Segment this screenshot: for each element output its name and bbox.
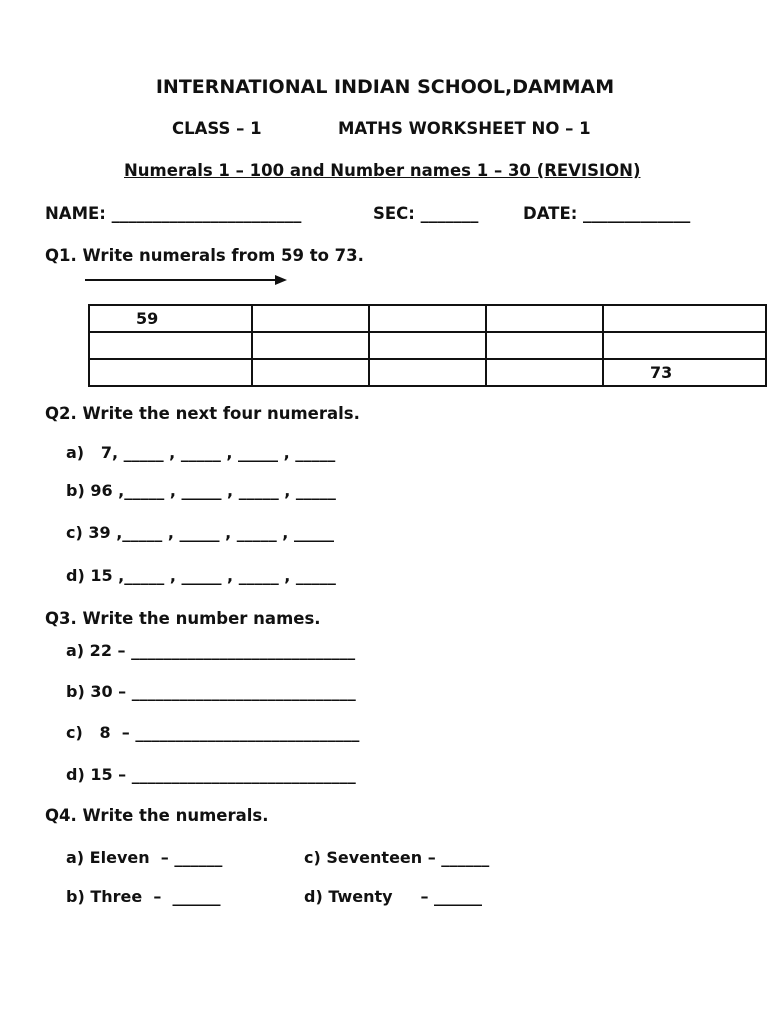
grid-cell	[369, 305, 486, 332]
q2-item-b: b) 96 ,_____ , _____ , _____ , _____	[66, 481, 336, 500]
q3-item-d: d) 15 – ____________________________	[66, 765, 356, 784]
school-title: INTERNATIONAL INDIAN SCHOOL,DAMMAM	[155, 76, 615, 98]
q2-question: Q2. Write the next four numerals.	[45, 404, 360, 423]
grid-cell: 73	[603, 359, 766, 386]
q4-item-a: a) Eleven – ______	[66, 848, 223, 867]
q3-item-b: b) 30 – ____________________________	[66, 682, 356, 701]
grid-cell	[252, 305, 369, 332]
grid-cell	[252, 359, 369, 386]
direction-arrow-icon	[85, 272, 290, 288]
grid-row	[89, 332, 766, 359]
q4-item-c: c) Seventeen – ______	[304, 848, 490, 867]
worksheet-number: MATHS WORKSHEET NO – 1	[338, 119, 591, 138]
q4-item-b: b) Three – ______	[66, 887, 221, 906]
grid-cell	[486, 305, 603, 332]
q2-item-d: d) 15 ,_____ , _____ , _____ , _____	[66, 566, 336, 585]
grid-row	[89, 359, 766, 386]
q3-item-a: a) 22 – ____________________________	[66, 641, 356, 660]
q4-item-d: d) Twenty – ______	[304, 887, 483, 906]
grid-cell	[252, 332, 369, 359]
q2-item-a: a) 7, _____ , _____ , _____ , _____	[66, 443, 336, 462]
grid-cell	[603, 305, 766, 332]
grid-cell	[369, 359, 486, 386]
grid-cell	[486, 359, 603, 386]
grid-cell	[89, 332, 252, 359]
numeral-grid	[88, 304, 767, 387]
worksheet-topic: Numerals 1 – 100 and Number names 1 – 30 (REVISION)	[124, 161, 641, 180]
class-label: CLASS – 1	[172, 119, 262, 138]
date-field: DATE: _____________	[523, 204, 691, 223]
grid-cell	[89, 359, 252, 386]
grid-cell	[603, 332, 766, 359]
section-field: SEC: _______	[373, 204, 479, 223]
grid-cell	[369, 332, 486, 359]
q1-question: Q1. Write numerals from 59 to 73.	[45, 246, 364, 265]
grid-cell	[486, 332, 603, 359]
q2-item-c: c) 39 ,_____ , _____ , _____ , _____	[66, 523, 334, 542]
grid-row	[89, 305, 766, 332]
q4-question: Q4. Write the numerals.	[45, 806, 269, 825]
name-field: NAME: _______________________	[45, 204, 302, 223]
q3-question: Q3. Write the number names.	[45, 609, 321, 628]
q3-item-c: c) 8 – ____________________________	[66, 723, 360, 742]
grid-cell: 59	[89, 305, 252, 332]
